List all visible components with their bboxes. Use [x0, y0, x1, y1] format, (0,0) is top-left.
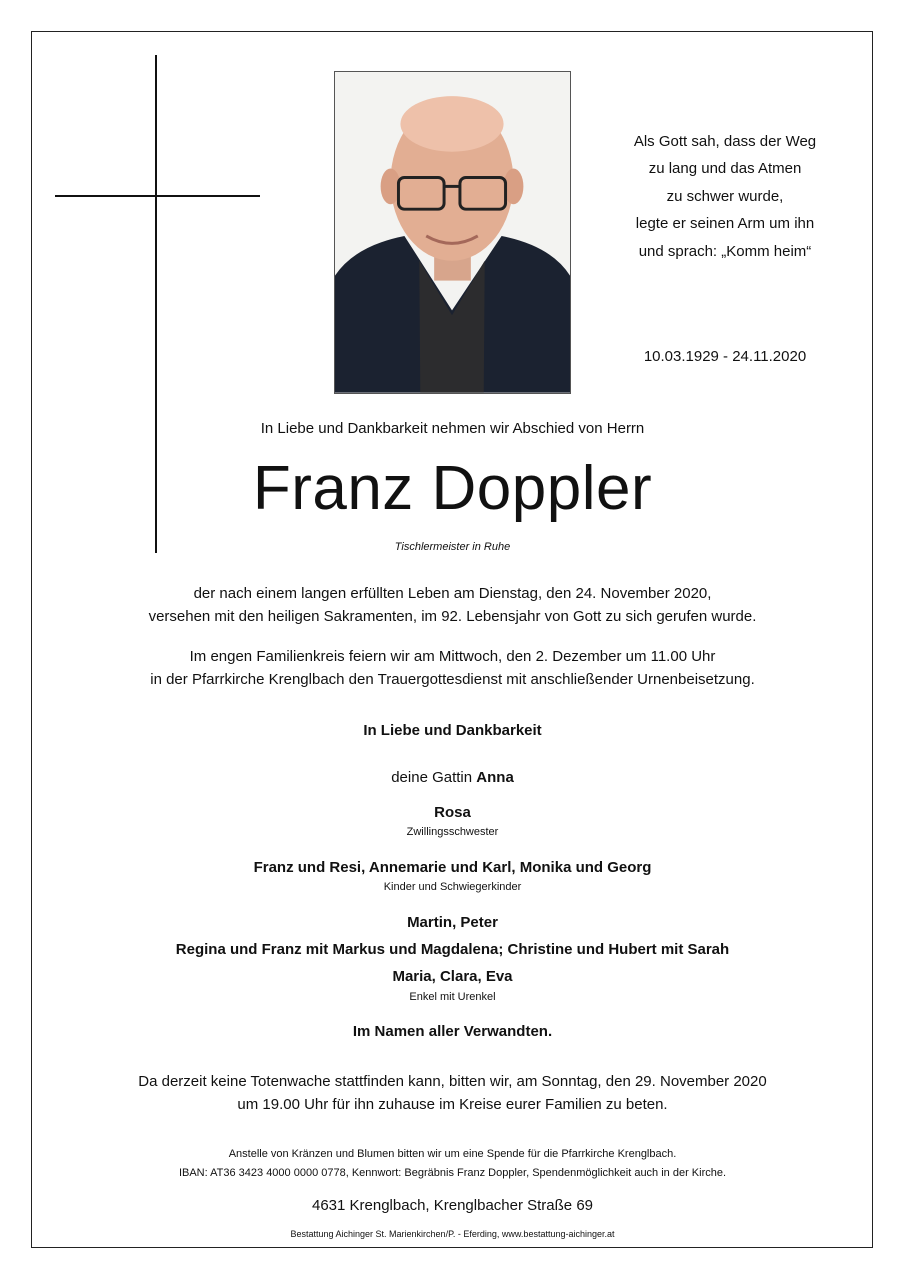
death-notice-line: versehen mit den heiligen Sakramenten, im 92. Lebensjahr von Gott zu sich gerufen wurde.: [148, 608, 757, 625]
funeral-line: in der Pfarrkirche Krenglbach den Trauergottesdienst mit anschließender Urnenbeisetzung.: [150, 671, 755, 688]
deceased-profession: Tischlermeister in Ruhe: [394, 541, 511, 553]
family-address: 4631 Krenglbach, Krenglbacher Straße 69: [311, 1197, 593, 1214]
sister-name: Rosa: [434, 804, 471, 821]
relatives-closing: Im Namen aller Verwandten.: [352, 1023, 553, 1040]
wake-line: um 19.00 Uhr für ihn zuhause im Kreise eurer Familien zu beten.: [237, 1096, 668, 1113]
funeral-notice: [0, 645, 905, 691]
poem-line: legte er seinen Arm um ihn: [635, 215, 815, 233]
grandchildren-names-1: Martin, Peter: [407, 914, 498, 931]
grandchildren-names-2: Regina und Franz mit Markus und Magdalena; Christine und Hubert mit Sarah: [175, 941, 730, 958]
poem-line: zu schwer wurde,: [666, 187, 784, 205]
children-role: Kinder und Schwiegerkinder: [383, 881, 522, 893]
donation-line: IBAN: AT36 3423 4000 0000 0778, Kennwort: Begräbnis Franz Doppler, Spendenmöglichkeit auch in der Kirche.: [178, 1167, 727, 1179]
portrait-illustration: [335, 72, 570, 393]
poem-line: zu lang und das Atmen: [648, 160, 802, 178]
donation-notice: [0, 1145, 905, 1183]
farewell-intro: In Liebe und Dankbarkeit nehmen wir Abschied von Herrn: [260, 420, 645, 437]
wake-line: Da derzeit keine Totenwache stattfinden kann, bitten wir, am Sonntag, den 29. November 2020: [138, 1073, 767, 1090]
children-names: Franz und Resi, Annemarie und Karl, Monika und Georg: [253, 859, 652, 876]
mourners-heading: In Liebe und Dankbarkeit: [363, 722, 542, 739]
funeral-home-footer: Bestattung Aichinger St. Marienkirchen/P. - Eferding, www.bestattung-aichinger.at: [290, 1229, 615, 1239]
wake-notice: [0, 1070, 905, 1116]
grandchildren-role: Enkel mit Urenkel: [409, 991, 496, 1003]
wife-prefix: deine Gattin: [391, 769, 473, 786]
life-dates: 10.03.1929 - 24.11.2020: [643, 348, 807, 365]
poem-line: und sprach: „Komm heim“: [638, 242, 812, 260]
cross-horizontal-bar: [55, 195, 260, 197]
wife-name: Anna: [476, 769, 514, 786]
death-notice-line: der nach einem langen erfüllten Leben am Dienstag, den 24. November 2020,: [193, 585, 712, 602]
grandchildren-names-3: Maria, Clara, Eva: [392, 968, 513, 985]
portrait-photo: [334, 71, 571, 394]
donation-line: Anstelle von Kränzen und Blumen bitten wir um eine Spende für die Pfarrkirche Krenglbach.: [228, 1148, 677, 1160]
poem-line: Als Gott sah, dass der Weg: [633, 133, 817, 150]
wife-line: [0, 769, 905, 786]
death-notice: [0, 582, 905, 628]
poem-quote: [605, 128, 845, 265]
deceased-name: Franz Doppler: [252, 454, 653, 523]
funeral-line: Im engen Familienkreis feiern wir am Mittwoch, den 2. Dezember um 11.00 Uhr: [189, 648, 716, 665]
sister-role: Zwillingsschwester: [406, 826, 499, 838]
